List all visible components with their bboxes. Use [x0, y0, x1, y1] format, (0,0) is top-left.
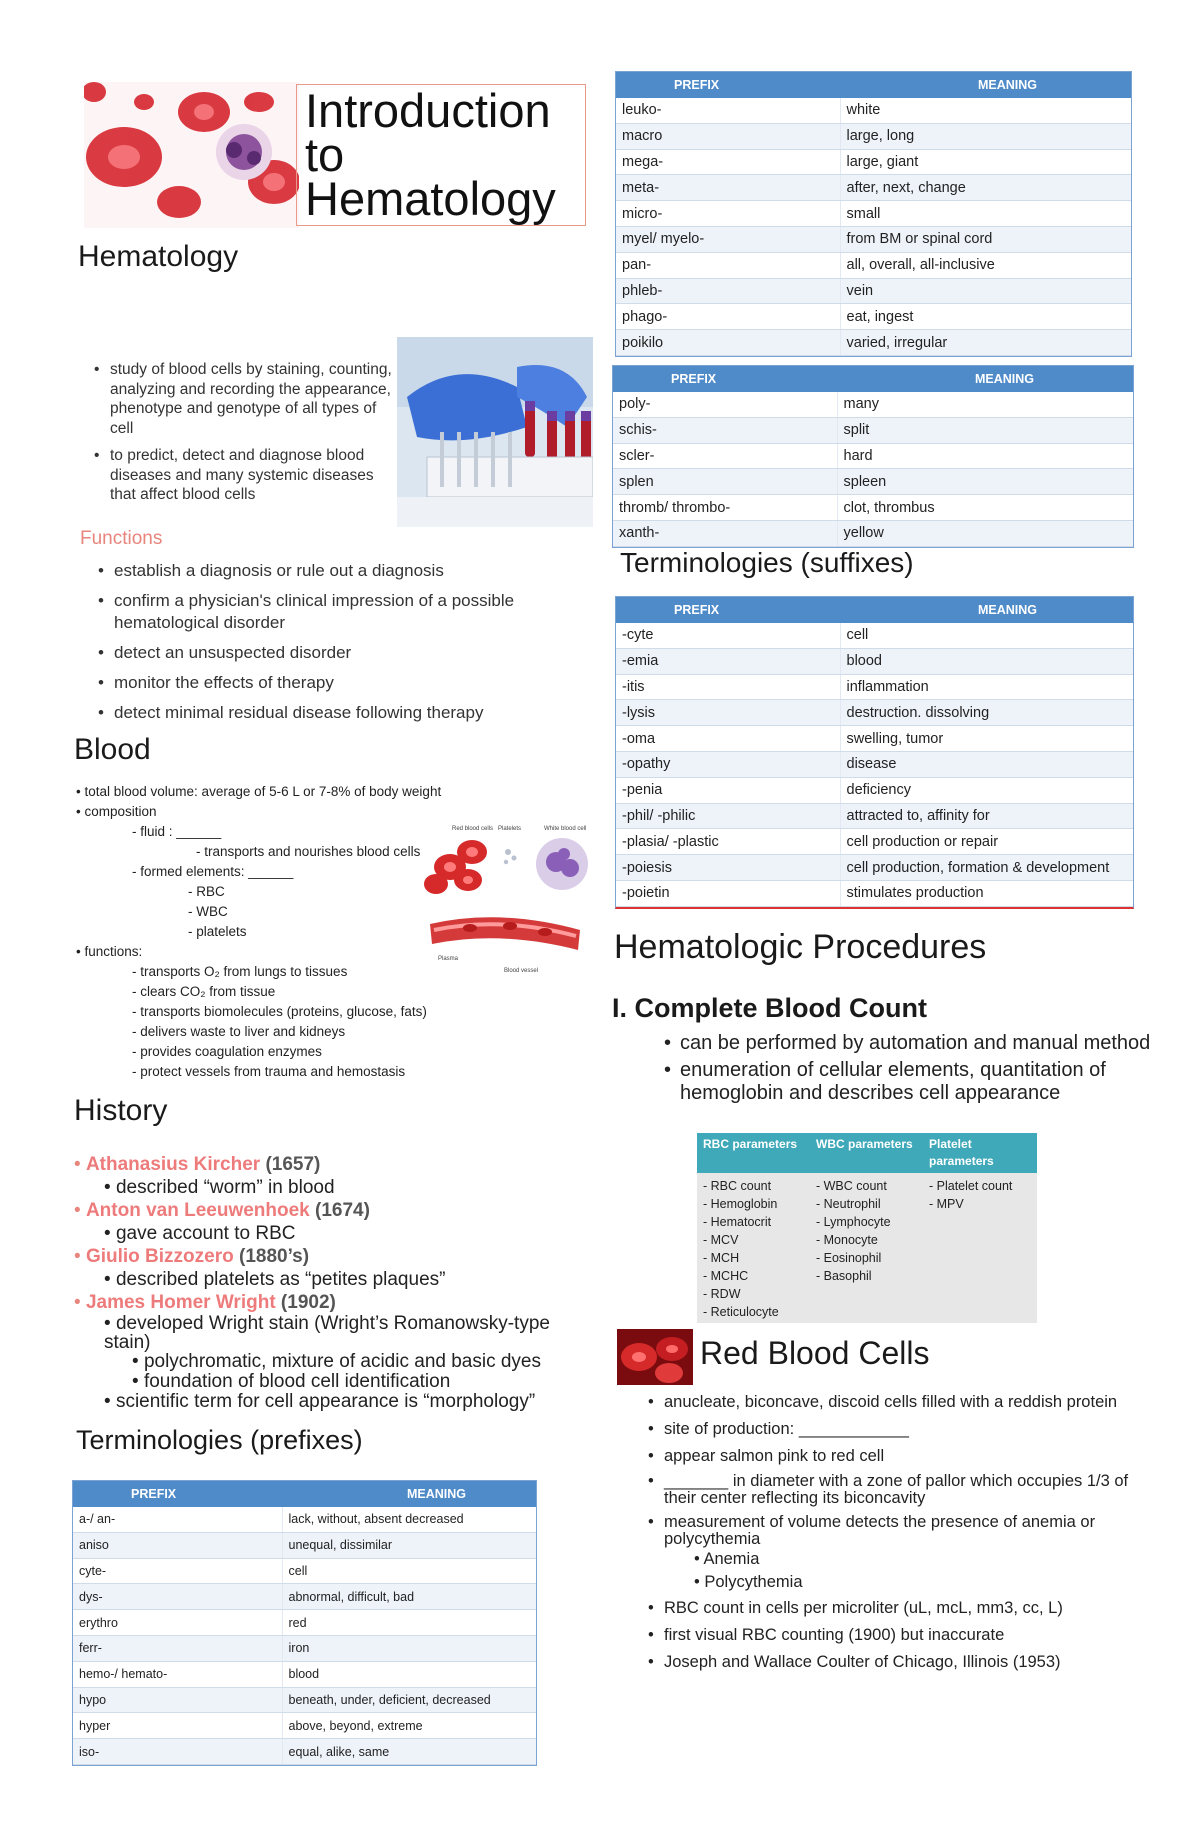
- blood-line: - transports and nourishes blood cells: [196, 844, 421, 859]
- table-row: [613, 520, 1133, 546]
- functions-heading: Functions: [80, 528, 163, 549]
- term-cell: -poietin: [616, 880, 840, 906]
- table-row: [613, 495, 1133, 521]
- table-row: [616, 98, 1131, 123]
- term-cell: poly-: [613, 392, 837, 417]
- meaning-cell: eat, ingest: [840, 304, 1131, 330]
- table-row: [616, 252, 1131, 278]
- blood-line: - WBC: [188, 904, 228, 919]
- term-cell: hypo: [73, 1687, 282, 1713]
- history-subnote: • polychromatic, mixture of acidic and basic dyes: [132, 1351, 541, 1372]
- term-cell: micro-: [616, 201, 840, 227]
- suffixes-heading: Terminologies (suffixes): [620, 547, 914, 578]
- table-row: [616, 304, 1131, 330]
- param-item: - Platelet count: [929, 1179, 1013, 1193]
- col-header: MEANING: [840, 72, 1131, 98]
- meaning-cell: attracted to, affinity for: [840, 803, 1133, 829]
- term-cell: phleb-: [616, 278, 840, 304]
- list-item: • monitor the effects of therapy: [114, 672, 554, 694]
- table-row: [616, 700, 1133, 726]
- col-header: PREFIX: [616, 597, 840, 623]
- title-line: to: [305, 128, 345, 181]
- blood-line: • total blood volume: average of 5-6 L or 7-8% of body weight: [76, 784, 442, 799]
- blood-line: - protect vessels from trauma and hemostasis: [132, 1064, 406, 1079]
- term-cell: dys-: [73, 1584, 282, 1610]
- table-row: [616, 803, 1133, 829]
- term-cell: poikilo: [616, 330, 840, 356]
- term-cell: xanth-: [613, 520, 837, 546]
- param-item: - Neutrophil: [816, 1197, 881, 1211]
- meaning-cell: many: [837, 392, 1133, 417]
- title-line: Introduction: [305, 84, 551, 137]
- cbc-heading: I. Complete Blood Count: [612, 993, 927, 1023]
- meaning-cell: red: [282, 1610, 536, 1636]
- term-cell: ferr-: [73, 1635, 282, 1661]
- table-row: [616, 751, 1133, 777]
- term-cell: -emia: [616, 648, 840, 674]
- table-row: [613, 469, 1133, 495]
- hematology-points: [92, 360, 400, 505]
- rbc-subitem: • Anemia: [694, 1550, 760, 1568]
- term-cell: -opathy: [616, 751, 840, 777]
- term-cell: thromb/ thrombo-: [613, 495, 837, 521]
- history-entry: • Giulio Bizzozero (1880’s): [74, 1246, 310, 1267]
- term-cell: -plasia/ -plastic: [616, 829, 840, 855]
- param-item: - Lymphocyte: [816, 1215, 891, 1229]
- meaning-cell: cell: [282, 1558, 536, 1584]
- table-row: [616, 330, 1131, 356]
- term-cell: scler-: [613, 443, 837, 469]
- meaning-cell: large, long: [840, 123, 1131, 149]
- col-header: PREFIX: [73, 1481, 282, 1507]
- param-item: - RDW: [703, 1287, 741, 1301]
- param-item: - MCHC: [703, 1269, 749, 1283]
- plasma-fig-label: Plasma: [438, 956, 459, 962]
- history-note: • gave account to RBC: [104, 1223, 296, 1244]
- term-cell: mega-: [616, 149, 840, 175]
- list-item: • can be performed by automation and manual method: [680, 1032, 1160, 1055]
- param-item: - Reticulocyte: [703, 1305, 779, 1319]
- blood-line: • composition: [76, 804, 157, 819]
- meaning-cell: yellow: [837, 520, 1133, 546]
- list-item: • _______ in diameter with a zone of pallor which occupies 1/3 of their center reflecting its biconcavity: [664, 1473, 1164, 1507]
- meaning-cell: white: [840, 98, 1131, 123]
- blood-line: - transports biomolecules (proteins, glucose, fats): [132, 1004, 427, 1019]
- meaning-cell: large, giant: [840, 149, 1131, 175]
- param-item: - MCH: [703, 1251, 740, 1265]
- term-cell: phago-: [616, 304, 840, 330]
- suffix-table: [615, 596, 1134, 909]
- table-row: [616, 123, 1131, 149]
- list-item: • RBC count in cells per microliter (uL, mcL, mm3, cc, L): [664, 1598, 1164, 1618]
- table-row: [73, 1661, 536, 1687]
- vessel-fig-label: Blood vessel: [504, 968, 539, 974]
- table-row: [73, 1532, 536, 1558]
- table-row: [616, 880, 1133, 906]
- list-item: • to predict, detect and diagnose blood diseases and many systemic diseases that affect blood cells: [110, 446, 400, 505]
- param-header: Platelet parameters: [929, 1137, 994, 1168]
- wbc-fig-label: White blood cell: [544, 826, 587, 832]
- cbc-parameters-table: [697, 1133, 1037, 1323]
- rbc-image: [617, 1329, 693, 1385]
- table-row: [73, 1610, 536, 1636]
- term-cell: -phil/ -philic: [616, 803, 840, 829]
- blood-line: • functions:: [76, 944, 143, 959]
- param-item: - MCV: [703, 1233, 739, 1247]
- meaning-cell: varied, irregular: [840, 330, 1131, 356]
- meaning-cell: from BM or spinal cord: [840, 226, 1131, 252]
- list-item: • confirm a physician's clinical impression of a possible hematological disorder: [114, 590, 554, 634]
- param-item: - Hematocrit: [703, 1215, 772, 1229]
- prefix-table-3: [612, 365, 1134, 548]
- blood-line: - transports O₂ from lungs to tissues: [132, 964, 348, 979]
- rbc-heading: Red Blood Cells: [700, 1335, 930, 1371]
- term-cell: -oma: [616, 726, 840, 752]
- meaning-cell: after, next, change: [840, 175, 1131, 201]
- table-row: [73, 1713, 536, 1739]
- history-subnote: • foundation of blood cell identification: [132, 1371, 451, 1392]
- meaning-cell: cell: [840, 623, 1133, 648]
- param-item: - Basophil: [816, 1269, 872, 1283]
- blood-cells-figure: [420, 822, 590, 992]
- table-row: [613, 417, 1133, 443]
- table-row: [73, 1635, 536, 1661]
- title-image: [84, 82, 299, 228]
- table-row: [616, 226, 1131, 252]
- meaning-cell: blood: [282, 1661, 536, 1687]
- table-row: [616, 777, 1133, 803]
- col-header: MEANING: [840, 597, 1133, 623]
- blood-line: - provides coagulation enzymes: [132, 1044, 322, 1059]
- platelets-fig-label: Platelets: [498, 826, 522, 832]
- platelet-param-col: [923, 1177, 1036, 1321]
- table-row: [616, 278, 1131, 304]
- table-row: [616, 726, 1133, 752]
- term-cell: schis-: [613, 417, 837, 443]
- term-cell: hemo-/ hemato-: [73, 1661, 282, 1687]
- col-header: PREFIX: [616, 72, 840, 98]
- meaning-cell: unequal, dissimilar: [282, 1532, 536, 1558]
- history-note: • described “worm” in blood: [104, 1177, 335, 1198]
- list-item: • site of production: ____________: [664, 1419, 1164, 1439]
- term-cell: leuko-: [616, 98, 840, 123]
- table-row: [616, 674, 1133, 700]
- blood-line: - formed elements: ______: [132, 864, 294, 879]
- meaning-cell: beneath, under, deficient, decreased: [282, 1687, 536, 1713]
- meaning-cell: hard: [837, 443, 1133, 469]
- param-item: - Eosinophil: [816, 1251, 882, 1265]
- col-header: MEANING: [282, 1481, 536, 1507]
- rbc-fig-label: Red blood cells: [452, 826, 494, 832]
- meaning-cell: blood: [840, 648, 1133, 674]
- term-cell: meta-: [616, 175, 840, 201]
- meaning-cell: swelling, tumor: [840, 726, 1133, 752]
- meaning-cell: all, overall, all-inclusive: [840, 252, 1131, 278]
- list-item: • appear salmon pink to red cell: [664, 1446, 1164, 1466]
- term-cell: a-/ an-: [73, 1507, 282, 1532]
- table-row: [73, 1507, 536, 1532]
- list-item: • Joseph and Wallace Coulter of Chicago, Illinois (1953): [664, 1652, 1164, 1672]
- blood-line: - delivers waste to liver and kidneys: [132, 1024, 346, 1039]
- rbc-subitem: • Polycythemia: [694, 1573, 803, 1591]
- table-row: [616, 149, 1131, 175]
- meaning-cell: cell production or repair: [840, 829, 1133, 855]
- meaning-cell: abnormal, difficult, bad: [282, 1584, 536, 1610]
- table-row: [613, 392, 1133, 417]
- blood-line: - clears CO₂ from tissue: [132, 984, 276, 999]
- wbc-param-col: [810, 1177, 923, 1321]
- list-item: • study of blood cells by staining, counting, analyzing and recording the appearance, phenotype and genotype of all types of cell: [110, 360, 400, 438]
- col-header: MEANING: [837, 366, 1133, 392]
- prefixes-heading: Terminologies (prefixes): [76, 1425, 363, 1455]
- blood-line: - platelets: [188, 924, 247, 939]
- param-item: - RBC count: [703, 1179, 772, 1193]
- history-heading: History: [74, 1094, 168, 1127]
- list-item: • enumeration of cellular elements, quantitation of hemoglobin and describes cell appearance: [680, 1059, 1160, 1105]
- term-cell: -itis: [616, 674, 840, 700]
- term-cell: -penia: [616, 777, 840, 803]
- meaning-cell: iron: [282, 1635, 536, 1661]
- term-cell: cyte-: [73, 1558, 282, 1584]
- hematology-heading: Hematology: [78, 240, 239, 273]
- term-cell: splen: [613, 469, 837, 495]
- param-header: RBC parameters: [703, 1137, 798, 1151]
- meaning-cell: small: [840, 201, 1131, 227]
- param-header: WBC parameters: [816, 1137, 913, 1151]
- history-entry: • Athanasius Kircher (1657): [74, 1154, 321, 1175]
- table-row: [73, 1558, 536, 1584]
- prefix-table-1: [72, 1480, 537, 1766]
- list-item: • detect minimal residual disease following therapy: [114, 702, 554, 724]
- col-header: PREFIX: [613, 366, 837, 392]
- history-entry: • Anton van Leeuwenhoek (1674): [74, 1200, 370, 1221]
- history-list: [74, 1153, 594, 1412]
- meaning-cell: cell production, formation & development: [840, 855, 1133, 881]
- history-entry: • James Homer Wright (1902): [74, 1292, 336, 1313]
- term-cell: myel/ myelo-: [616, 226, 840, 252]
- cbc-points: [662, 1032, 1160, 1105]
- table-row: [616, 855, 1133, 881]
- param-item: - Monocyte: [816, 1233, 878, 1247]
- lab-photo: [397, 337, 593, 527]
- meaning-cell: stimulates production: [840, 880, 1133, 906]
- prefix-table-2: [615, 71, 1132, 357]
- blood-line: - fluid : ______: [132, 824, 222, 839]
- procedures-heading: Hematologic Procedures: [614, 928, 987, 966]
- table-row: [616, 648, 1133, 674]
- param-item: - WBC count: [816, 1179, 887, 1193]
- term-cell: -cyte: [616, 623, 840, 648]
- history-note: • developed Wright stain (Wright’s Romanowsky-type stain): [104, 1313, 550, 1353]
- table-row: [616, 829, 1133, 855]
- functions-list: [96, 560, 554, 732]
- meaning-cell: disease: [840, 751, 1133, 777]
- list-item: • establish a diagnosis or rule out a diagnosis: [114, 560, 554, 582]
- meaning-cell: equal, alike, same: [282, 1739, 536, 1765]
- term-cell: iso-: [73, 1739, 282, 1765]
- rbc-param-col: [697, 1177, 810, 1321]
- blood-details: [76, 782, 476, 1082]
- term-cell: pan-: [616, 252, 840, 278]
- history-note: • described platelets as “petites plaques”: [104, 1269, 446, 1290]
- blood-heading: Blood: [74, 733, 151, 766]
- table-row: [73, 1739, 536, 1765]
- table-row: [613, 443, 1133, 469]
- term-cell: erythro: [73, 1610, 282, 1636]
- table-row: [616, 175, 1131, 201]
- table-row: [73, 1584, 536, 1610]
- list-item: • measurement of volume detects the presence of anemia or polycythemia • Anemia • Polycythemia: [664, 1514, 1164, 1594]
- rbc-points: [646, 1392, 1164, 1679]
- list-item: • first visual RBC counting (1900) but inaccurate: [664, 1625, 1164, 1645]
- list-item: • anucleate, biconcave, discoid cells filled with a reddish protein: [664, 1392, 1164, 1412]
- table-row: [616, 201, 1131, 227]
- param-item: - MPV: [929, 1197, 964, 1211]
- meaning-cell: inflammation: [840, 674, 1133, 700]
- term-cell: aniso: [73, 1532, 282, 1558]
- meaning-cell: clot, thrombus: [837, 495, 1133, 521]
- list-item: • detect an unsuspected disorder: [114, 642, 554, 664]
- table-row: [73, 1687, 536, 1713]
- page-title: [296, 84, 586, 226]
- blood-line: - RBC: [188, 884, 225, 899]
- meaning-cell: split: [837, 417, 1133, 443]
- term-cell: hyper: [73, 1713, 282, 1739]
- meaning-cell: lack, without, absent decreased: [282, 1507, 536, 1532]
- term-cell: -poiesis: [616, 855, 840, 881]
- meaning-cell: destruction. dissolving: [840, 700, 1133, 726]
- term-cell: macro: [616, 123, 840, 149]
- history-note: • scientific term for cell appearance is “morphology”: [104, 1391, 536, 1412]
- table-row: [616, 623, 1133, 648]
- meaning-cell: vein: [840, 278, 1131, 304]
- title-line: Hematology: [305, 172, 556, 225]
- meaning-cell: deficiency: [840, 777, 1133, 803]
- meaning-cell: above, beyond, extreme: [282, 1713, 536, 1739]
- term-cell: -lysis: [616, 700, 840, 726]
- param-item: - Hemoglobin: [703, 1197, 778, 1211]
- meaning-cell: spleen: [837, 469, 1133, 495]
